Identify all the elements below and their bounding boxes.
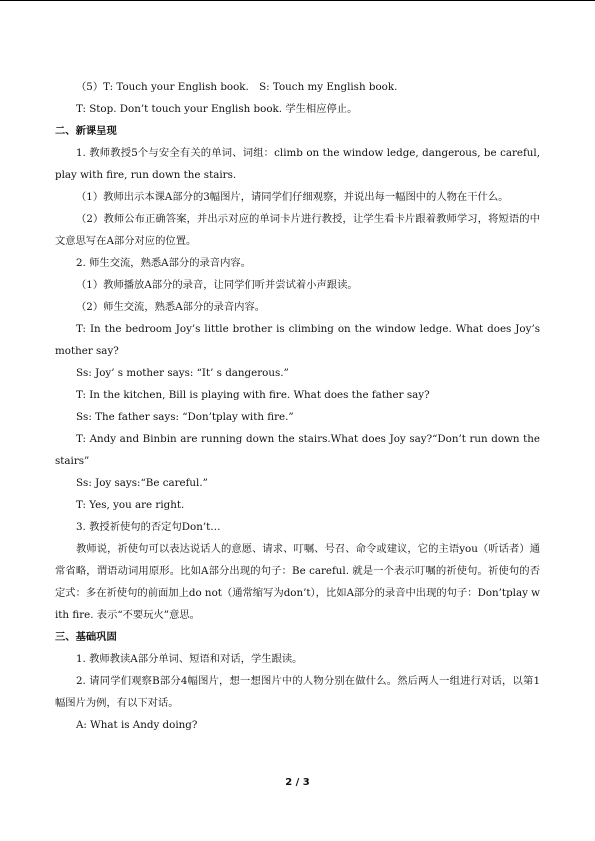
paragraph: 2. 请同学们观察B部分4幅图片，想一想图片中的人物分别在做什么。然后两人一组进行对话，以第1幅图片为例，有以下对话。: [55, 675, 540, 709]
dialogue-line: T: Andy and Binbin are running down the stairs.What does Joy say?“Don’t run down the stairs”: [55, 433, 540, 467]
dialogue-line: Ss: Joy says:“Be careful.”: [76, 477, 208, 489]
dialogue-line: Ss: Joy’ s mother says: “It’ s dangerous.”: [76, 367, 289, 379]
paragraph: （2）教师公布正确答案，并出示对应的单词卡片进行教授，让学生看卡片跟着教师学习，将短语的中文意思写在A部分对应的位置。: [55, 213, 540, 247]
paragraph: （1）教师出示本课A部分的3幅图片，请同学们仔细观察，并说出每一幅图中的人物在干什么。: [76, 191, 509, 203]
dialogue-line: Ss: The father says: “Don’tplay with fire.”: [76, 411, 294, 423]
dialogue-line: T: Stop. Don’t touch your English book. 学生相应停止。: [76, 103, 358, 115]
page-number: 2 / 3: [285, 777, 310, 788]
dialogue-line: T: Yes, you are right.: [76, 499, 185, 511]
section-heading-new-lesson: 二、新课呈现: [55, 125, 117, 137]
paragraph: 1. 教师教授5个与安全有关的单词、词组：climb on the window ledge, dangerous, be careful, play with fire, run down the stairs.: [55, 147, 540, 181]
dialogue-line: T: In the bedroom Joy’s little brother is climbing on the window ledge. What does Joy’s mother say?: [55, 323, 540, 357]
paragraph: 3. 教授祈使句的否定句Don’t…: [76, 521, 221, 533]
section-heading-consolidation: 三、基础巩固: [55, 631, 117, 643]
page-top-rule: [0, 0, 595, 1]
paragraph: （1）教师播放A部分的录音，让同学们听并尝试着小声跟读。: [76, 279, 358, 291]
paragraph: （2）师生交流，熟悉A部分的录音内容。: [76, 301, 266, 313]
paragraph: 1. 教师教读A部分单词、短语和对话，学生跟读。: [76, 653, 303, 665]
document-body: [55, 76, 540, 736]
paragraph: 教师说，祈使句可以表达说话人的意愿、请求、叮嘱、号召、命令或建议，它的主语you（听话者）通常省略，谓语动词用原形。比如A部分出现的句子：Be careful. 就是一个表示叮嘱的祈使句。祈使句的否定式：多在祈使句的前面加上do not（通常缩写为don’t），比如A部分的录音中出现的句子：Don’tplay with fire. 表示“不要玩火”意思。: [55, 543, 540, 621]
dialogue-line: （5）T: Touch your English book. S: Touch my English book.: [76, 81, 398, 93]
dialogue-line: A: What is Andy doing?: [76, 719, 198, 731]
paragraph: 2. 师生交流，熟悉A部分的录音内容。: [76, 257, 251, 269]
dialogue-line: T: In the kitchen, Bill is playing with fire. What does the father say?: [76, 389, 430, 401]
